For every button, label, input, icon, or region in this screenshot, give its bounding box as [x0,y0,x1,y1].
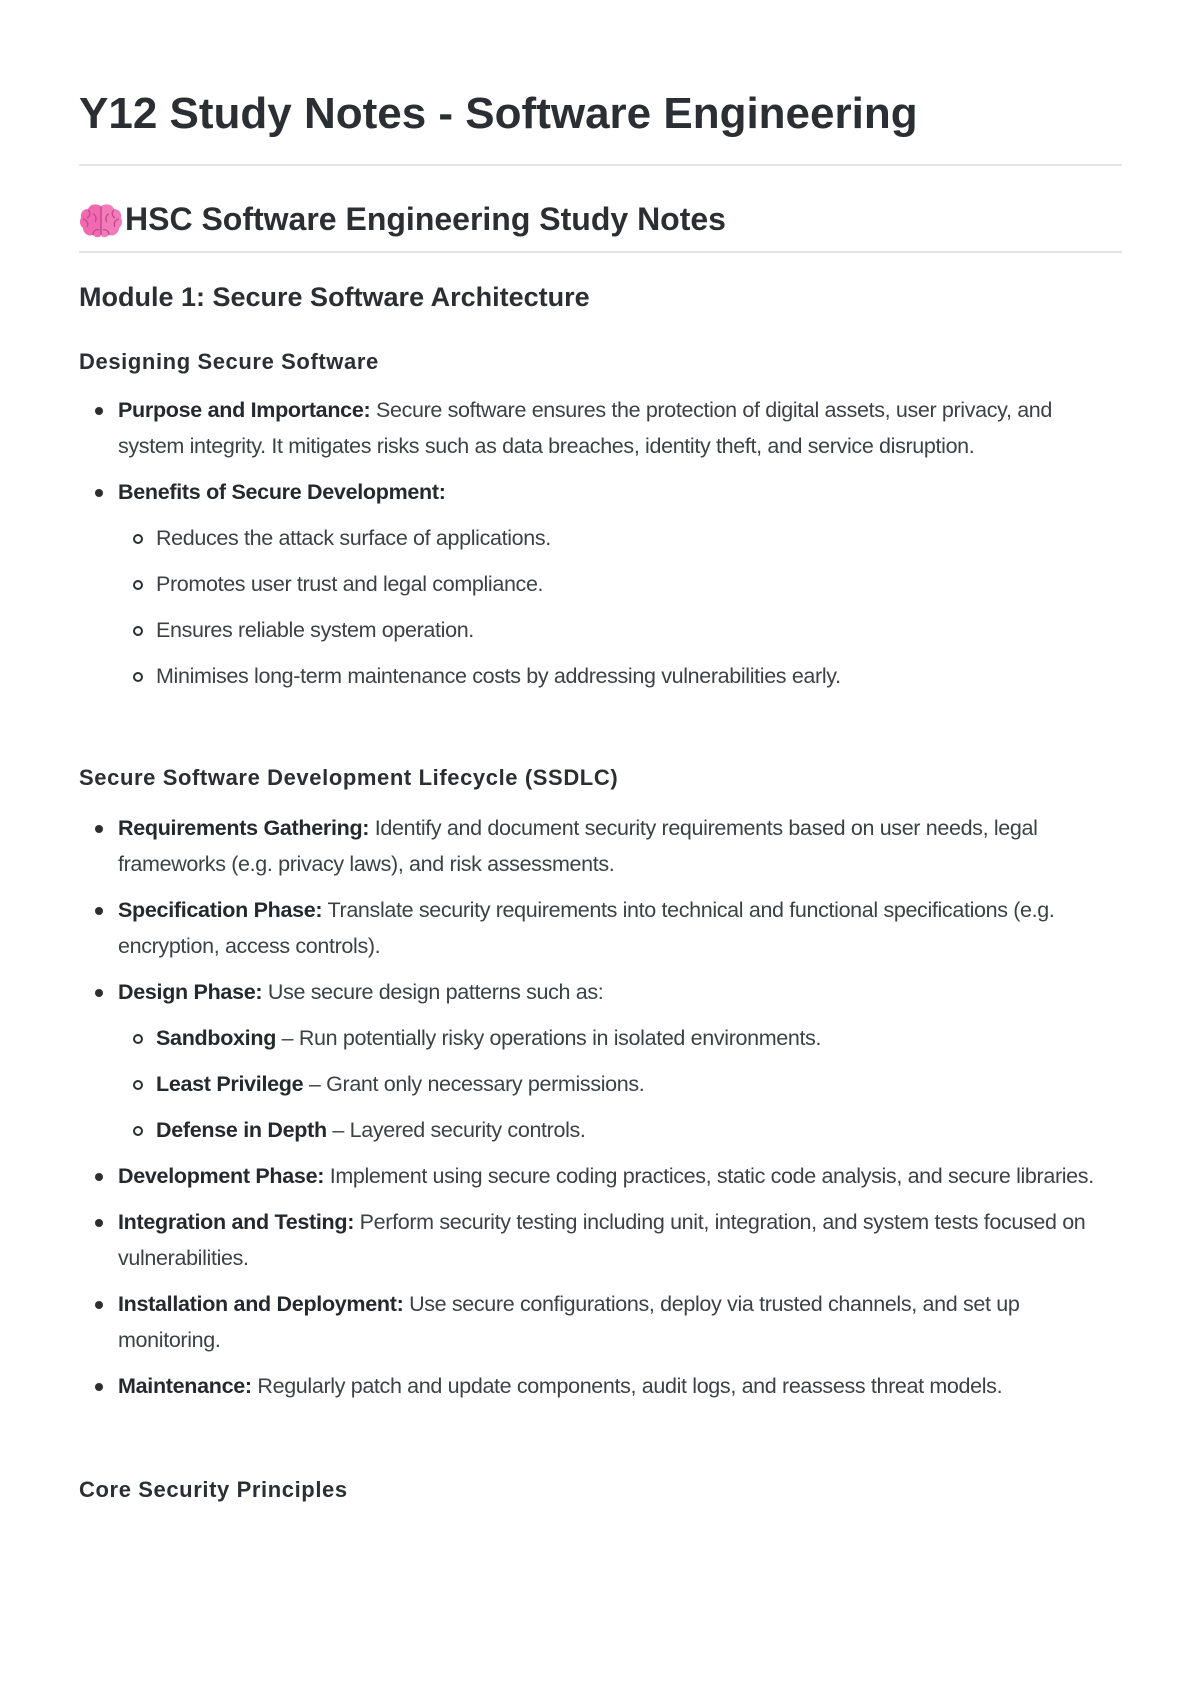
item-label: Defense in Depth [156,1118,327,1142]
list-item: Promotes user trust and legal compliance. [156,566,1122,602]
item-label: Requirements Gathering: [118,816,370,840]
list-item: Ensures reliable system operation. [156,612,1122,648]
section-title: HSC Software Engineering Study Notes [125,201,726,237]
list-item [118,1286,1122,1358]
subheading-core-principles: Core Security Principles [79,1477,348,1502]
item-text: Translate security requirements into technical and functional specifications (e.g. encryption, access controls). [118,898,1055,958]
list-item [156,1020,1122,1056]
item-label: Design Phase: [118,980,263,1004]
item-text: – Run potentially risky operations in isolated environments. [276,1026,822,1050]
item-label: Development Phase: [118,1164,325,1188]
item-label: Maintenance: [118,1374,252,1398]
design-patterns-list [118,1020,1122,1148]
section-heading [79,191,1122,253]
item-text: Use secure configurations, deploy via trusted channels, and set up monitoring. [118,1292,1020,1352]
item-text: – Grant only necessary permissions. [303,1072,645,1096]
item-label: Integration and Testing: [118,1210,355,1234]
item-text: Secure software ensures the protection of digital assets, user privacy, and system integrity. It mitigates risks such as data breaches, identity theft, and service disruption. [118,398,1053,458]
list-item [118,1204,1122,1276]
item-label: Sandboxing [156,1026,277,1050]
item-label: Benefits of Secure Development: [118,480,446,504]
page-title: Y12 Study Notes - Software Engineering [79,78,1122,166]
list-item: Minimises long-term maintenance costs by addressing vulnerabilities early. [156,658,1122,694]
brain-icon [79,201,123,239]
list-item [118,974,1122,1148]
list-item [118,1368,1122,1404]
item-text: Perform security testing including unit, integration, and system tests focused on vulnerabilities. [118,1210,1086,1270]
module-title: Module 1: Secure Software Architecture [79,282,590,312]
list-item [118,392,1122,464]
designing-list [79,392,1122,694]
list-item [156,1066,1122,1102]
item-text: Regularly patch and update components, audit logs, and reassess threat models. [251,1374,1003,1398]
list-item [118,810,1122,882]
list-item: Reduces the attack surface of applications. [156,520,1122,556]
list-item [118,474,1122,694]
item-label: Specification Phase: [118,898,323,922]
item-label: Purpose and Importance: [118,398,371,422]
item-label: Least Privilege [156,1072,304,1096]
subheading-ssdlc: Secure Software Development Lifecycle (SSDLC) [79,765,619,790]
ssdlc-list [79,810,1122,1404]
item-text: Identify and document security requirements based on user needs, legal frameworks (e.g. privacy laws), and risk assessments. [118,816,1038,876]
list-item [156,1112,1122,1148]
subheading-designing: Designing Secure Software [79,349,379,374]
item-text: Implement using secure coding practices, static code analysis, and secure libraries. [324,1164,1094,1188]
item-text: Use secure design patterns such as: [262,980,604,1004]
benefits-list [118,520,1122,694]
item-label: Installation and Deployment: [118,1292,404,1316]
list-item [118,1158,1122,1194]
list-item [118,892,1122,964]
item-text: – Layered security controls. [326,1118,586,1142]
